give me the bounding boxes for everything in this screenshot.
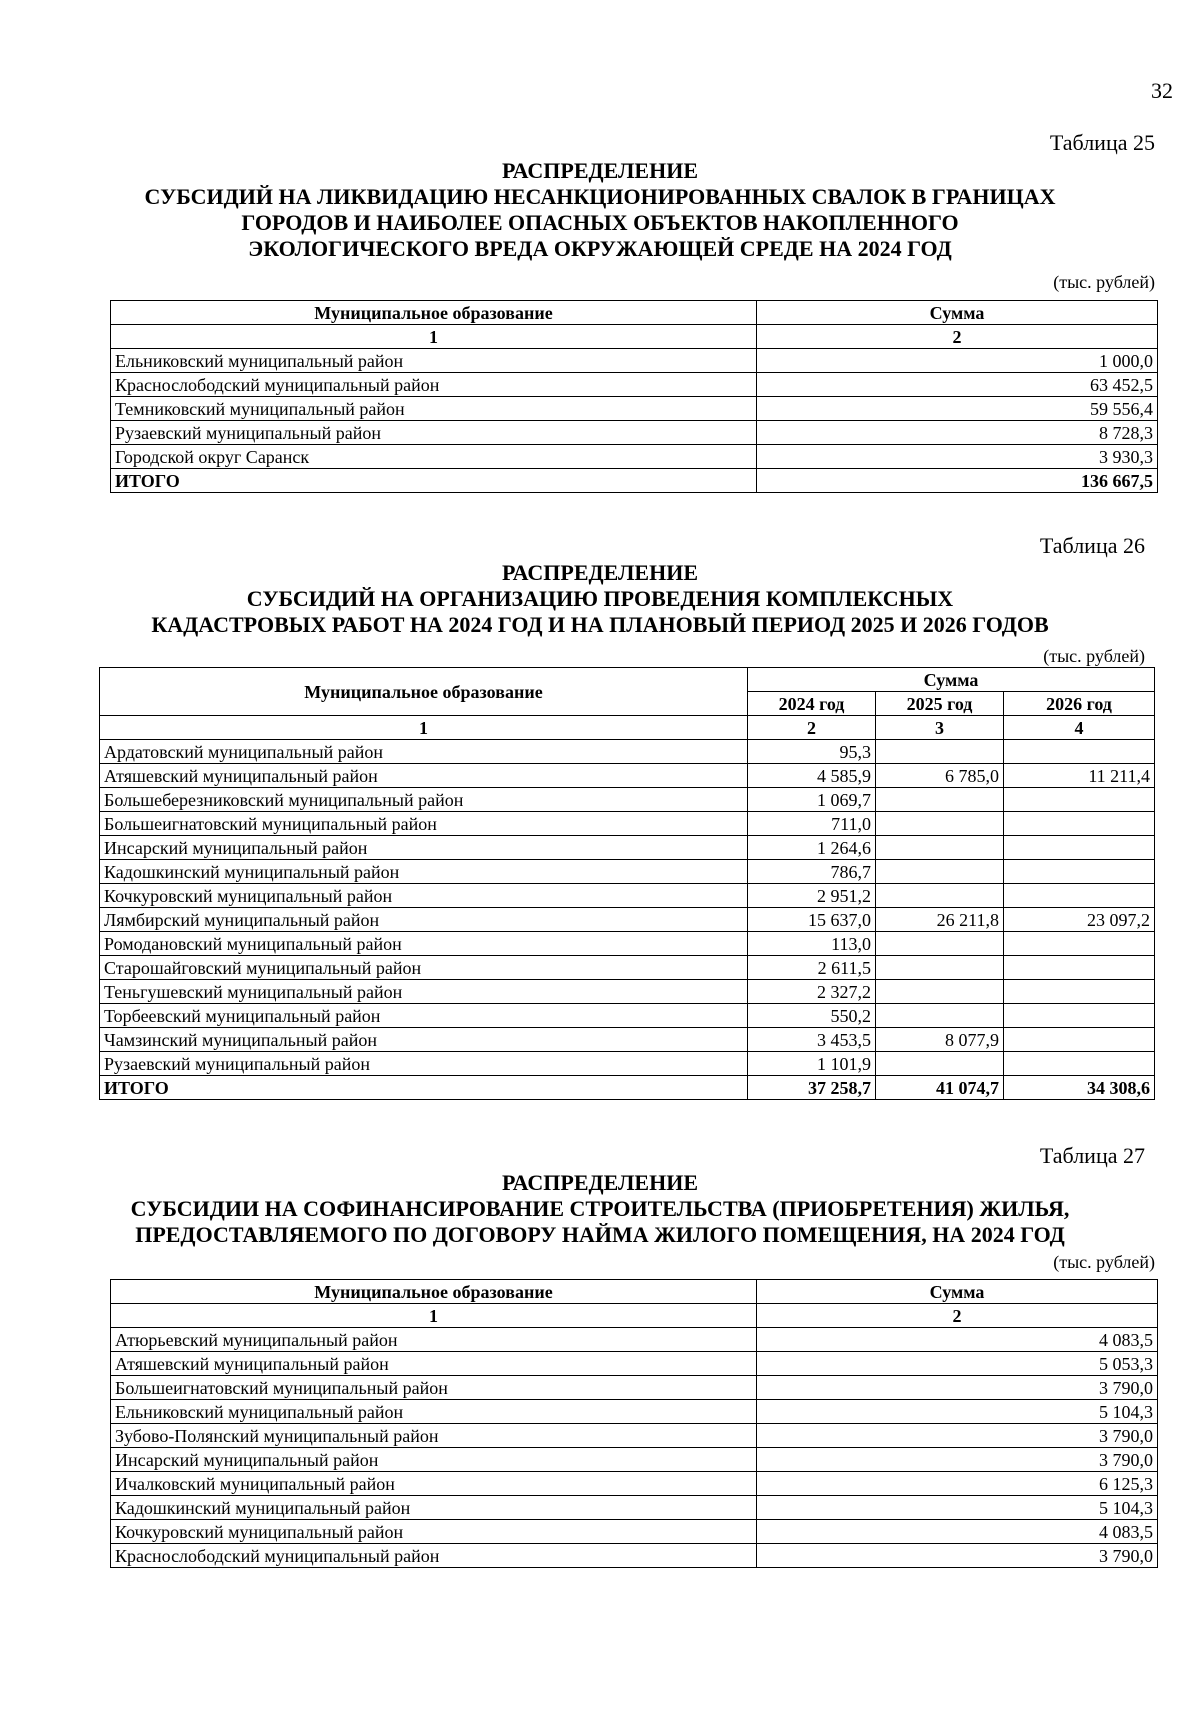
table-row — [111, 373, 1158, 397]
municipality-cell: Старошайговский муниципальный район — [100, 956, 748, 980]
amount-cell: 711,0 — [748, 812, 876, 836]
table-row — [100, 932, 1155, 956]
municipality-cell: Атюрьевский муниципальный район — [111, 1328, 757, 1352]
amount-cell: 4 585,9 — [748, 764, 876, 788]
municipality-cell: Рузаевский муниципальный район — [100, 1052, 748, 1076]
amount-cell: 1 000,0 — [757, 349, 1158, 373]
column-number: 1 — [111, 1304, 757, 1328]
municipality-cell: Ельниковский муниципальный район — [111, 349, 757, 373]
amount-cell: 3 790,0 — [757, 1424, 1158, 1448]
amount-cell — [876, 788, 1004, 812]
table-row — [100, 788, 1155, 812]
municipality-cell: Атяшевский муниципальный район — [111, 1352, 757, 1376]
caption-line: ГОРОДОВ И НАИБОЛЕЕ ОПАСНЫХ ОБЪЕКТОВ НАКОПЛЕННОГО — [241, 210, 959, 235]
table-25-unit: (тыс. рублей) — [1053, 272, 1155, 292]
municipality-cell: Городской округ Саранск — [111, 445, 757, 469]
amount-cell: 3 790,0 — [757, 1448, 1158, 1472]
table-row — [100, 764, 1155, 788]
table-27-label: Таблица 27 — [1039, 1143, 1145, 1168]
table-row — [111, 1520, 1158, 1544]
total-value: 34 308,6 — [1004, 1076, 1155, 1100]
amount-cell — [1004, 740, 1155, 764]
table-27 — [110, 1279, 1158, 1568]
table-27-caption — [100, 1170, 1100, 1248]
table-row — [111, 1448, 1158, 1472]
table-row — [111, 421, 1158, 445]
total-label: ИТОГО — [100, 1076, 748, 1100]
amount-cell: 95,3 — [748, 740, 876, 764]
page-number: 32 — [1151, 78, 1173, 103]
municipality-cell: Кадошкинский муниципальный район — [111, 1496, 757, 1520]
table-25 — [110, 300, 1158, 493]
amount-cell — [1004, 812, 1155, 836]
amount-cell: 5 104,3 — [757, 1400, 1158, 1424]
amount-cell — [1004, 980, 1155, 1004]
header-row — [111, 1280, 1158, 1304]
amount-cell — [1004, 884, 1155, 908]
municipality-cell: Ельниковский муниципальный район — [111, 1400, 757, 1424]
caption-line: РАСПРЕДЕЛЕНИЕ — [501, 158, 698, 183]
amount-cell: 5 053,3 — [757, 1352, 1158, 1376]
amount-cell: 3 453,5 — [748, 1028, 876, 1052]
table-row — [111, 1376, 1158, 1400]
column-number: 2 — [748, 716, 876, 740]
amount-cell — [1004, 1052, 1155, 1076]
municipality-cell: Ичалковский муниципальный район — [111, 1472, 757, 1496]
amount-cell — [876, 740, 1004, 764]
municipality-cell: Кочкуровский муниципальный район — [100, 884, 748, 908]
amount-cell: 23 097,2 — [1004, 908, 1155, 932]
amount-cell — [876, 860, 1004, 884]
header-sum: Сумма — [757, 301, 1158, 325]
amount-cell: 2 611,5 — [748, 956, 876, 980]
table-27-unit: (тыс. рублей) — [1053, 1252, 1155, 1272]
total-label: ИТОГО — [111, 469, 757, 493]
header-municipality: Муниципальное образование — [100, 668, 748, 716]
column-number: 3 — [876, 716, 1004, 740]
municipality-cell: Большеберезниковский муниципальный район — [100, 788, 748, 812]
total-row — [111, 469, 1158, 493]
caption-line: РАСПРЕДЕЛЕНИЕ — [501, 560, 698, 585]
municipality-cell: Торбеевский муниципальный район — [100, 1004, 748, 1028]
table-row — [100, 1028, 1155, 1052]
municipality-cell: Большеигнатовский муниципальный район — [111, 1376, 757, 1400]
amount-cell — [876, 884, 1004, 908]
table-row — [111, 1472, 1158, 1496]
header-row — [111, 301, 1158, 325]
caption-line: ПРЕДОСТАВЛЯЕМОГО ПО ДОГОВОРУ НАЙМА ЖИЛОГО ПОМЕЩЕНИЯ, НА 2024 ГОД — [135, 1222, 1065, 1247]
amount-cell: 6 785,0 — [876, 764, 1004, 788]
table-row — [111, 1328, 1158, 1352]
municipality-cell: Атяшевский муниципальный район — [100, 764, 748, 788]
total-value: 37 258,7 — [748, 1076, 876, 1100]
municipality-cell: Большеигнатовский муниципальный район — [100, 812, 748, 836]
amount-cell: 6 125,3 — [757, 1472, 1158, 1496]
column-number: 2 — [757, 325, 1158, 349]
table-row — [100, 1052, 1155, 1076]
table-26 — [99, 667, 1155, 1100]
table-row — [100, 908, 1155, 932]
table-row — [111, 1352, 1158, 1376]
table-row — [100, 860, 1155, 884]
amount-cell — [1004, 860, 1155, 884]
amount-cell — [876, 932, 1004, 956]
amount-cell — [1004, 1028, 1155, 1052]
header-municipality: Муниципальное образование — [111, 301, 757, 325]
table-row — [100, 980, 1155, 1004]
amount-cell: 5 104,3 — [757, 1496, 1158, 1520]
header-year: 2024 год — [748, 692, 876, 716]
municipality-cell: Ромодановский муниципальный район — [100, 932, 748, 956]
amount-cell: 113,0 — [748, 932, 876, 956]
amount-cell: 4 083,5 — [757, 1520, 1158, 1544]
header-row — [100, 668, 1155, 692]
header-sum: Сумма — [748, 668, 1155, 692]
amount-cell: 3 790,0 — [757, 1544, 1158, 1568]
municipality-cell: Инсарский муниципальный район — [100, 836, 748, 860]
amount-cell — [1004, 932, 1155, 956]
table-26-unit: (тыс. рублей) — [1043, 646, 1145, 666]
caption-line: СУБСИДИЙ НА ОРГАНИЗАЦИЮ ПРОВЕДЕНИЯ КОМПЛЕКСНЫХ — [246, 586, 954, 611]
total-value: 136 667,5 — [757, 469, 1158, 493]
amount-cell — [876, 812, 1004, 836]
total-value: 41 074,7 — [876, 1076, 1004, 1100]
caption-line: СУБСИДИЙ НА ЛИКВИДАЦИЮ НЕСАНКЦИОНИРОВАННЫХ СВАЛОК В ГРАНИЦАХ — [144, 184, 1056, 209]
amount-cell — [1004, 1004, 1155, 1028]
municipality-cell: Кочкуровский муниципальный район — [111, 1520, 757, 1544]
table-26-caption — [100, 560, 1100, 638]
municipality-cell: Краснослободский муниципальный район — [111, 373, 757, 397]
municipality-cell: Теньгушевский муниципальный район — [100, 980, 748, 1004]
column-number: 2 — [757, 1304, 1158, 1328]
table-26-label: Таблица 26 — [1039, 533, 1145, 558]
amount-cell: 4 083,5 — [757, 1328, 1158, 1352]
header-year: 2026 год — [1004, 692, 1155, 716]
amount-cell — [1004, 788, 1155, 812]
amount-cell — [1004, 956, 1155, 980]
caption-line: РАСПРЕДЕЛЕНИЕ — [501, 1170, 698, 1195]
column-number: 1 — [111, 325, 757, 349]
amount-cell: 1 264,6 — [748, 836, 876, 860]
total-row — [100, 1076, 1155, 1100]
caption-line: ЭКОЛОГИЧЕСКОГО ВРЕДА ОКРУЖАЮЩЕЙ СРЕДЕ НА 2024 ГОД — [248, 236, 952, 261]
column-number: 4 — [1004, 716, 1155, 740]
header-municipality: Муниципальное образование — [111, 1280, 757, 1304]
table-25-label: Таблица 25 — [1049, 130, 1155, 155]
municipality-cell: Ардатовский муниципальный район — [100, 740, 748, 764]
table-row — [100, 956, 1155, 980]
caption-line: КАДАСТРОВЫХ РАБОТ НА 2024 ГОД И НА ПЛАНОВЫЙ ПЕРИОД 2025 И 2026 ГОДОВ — [151, 612, 1049, 637]
table-25-caption — [100, 158, 1100, 262]
table-row — [111, 1544, 1158, 1568]
municipality-cell: Инсарский муниципальный район — [111, 1448, 757, 1472]
amount-cell: 3 930,3 — [757, 445, 1158, 469]
amount-cell: 15 637,0 — [748, 908, 876, 932]
header-sum: Сумма — [757, 1280, 1158, 1304]
amount-cell — [1004, 836, 1155, 860]
table-row — [111, 1400, 1158, 1424]
table-row — [100, 884, 1155, 908]
column-number-row — [111, 325, 1158, 349]
table-row — [100, 1004, 1155, 1028]
amount-cell: 8 077,9 — [876, 1028, 1004, 1052]
table-row — [100, 836, 1155, 860]
amount-cell: 3 790,0 — [757, 1376, 1158, 1400]
caption-line: СУБСИДИИ НА СОФИНАНСИРОВАНИЕ СТРОИТЕЛЬСТВА (ПРИОБРЕТЕНИЯ) ЖИЛЬЯ, — [130, 1196, 1070, 1221]
amount-cell: 786,7 — [748, 860, 876, 884]
table-row — [111, 397, 1158, 421]
amount-cell: 59 556,4 — [757, 397, 1158, 421]
amount-cell — [876, 1004, 1004, 1028]
amount-cell: 2 951,2 — [748, 884, 876, 908]
municipality-cell: Рузаевский муниципальный район — [111, 421, 757, 445]
amount-cell — [876, 956, 1004, 980]
municipality-cell: Чамзинский муниципальный район — [100, 1028, 748, 1052]
table-row — [111, 349, 1158, 373]
amount-cell: 1 069,7 — [748, 788, 876, 812]
municipality-cell: Кадошкинский муниципальный район — [100, 860, 748, 884]
amount-cell: 1 101,9 — [748, 1052, 876, 1076]
amount-cell — [876, 980, 1004, 1004]
amount-cell: 8 728,3 — [757, 421, 1158, 445]
table-row — [100, 740, 1155, 764]
column-number-row — [111, 1304, 1158, 1328]
amount-cell: 550,2 — [748, 1004, 876, 1028]
column-number-row — [100, 716, 1155, 740]
table-row — [111, 1496, 1158, 1520]
amount-cell: 63 452,5 — [757, 373, 1158, 397]
amount-cell: 11 211,4 — [1004, 764, 1155, 788]
table-row — [111, 445, 1158, 469]
amount-cell — [876, 1052, 1004, 1076]
table-row — [111, 1424, 1158, 1448]
table-row — [100, 812, 1155, 836]
amount-cell: 26 211,8 — [876, 908, 1004, 932]
amount-cell — [876, 836, 1004, 860]
column-number: 1 — [100, 716, 748, 740]
municipality-cell: Темниковский муниципальный район — [111, 397, 757, 421]
header-year: 2025 год — [876, 692, 1004, 716]
municipality-cell: Зубово-Полянский муниципальный район — [111, 1424, 757, 1448]
amount-cell: 2 327,2 — [748, 980, 876, 1004]
municipality-cell: Краснослободский муниципальный район — [111, 1544, 757, 1568]
municipality-cell: Лямбирский муниципальный район — [100, 908, 748, 932]
